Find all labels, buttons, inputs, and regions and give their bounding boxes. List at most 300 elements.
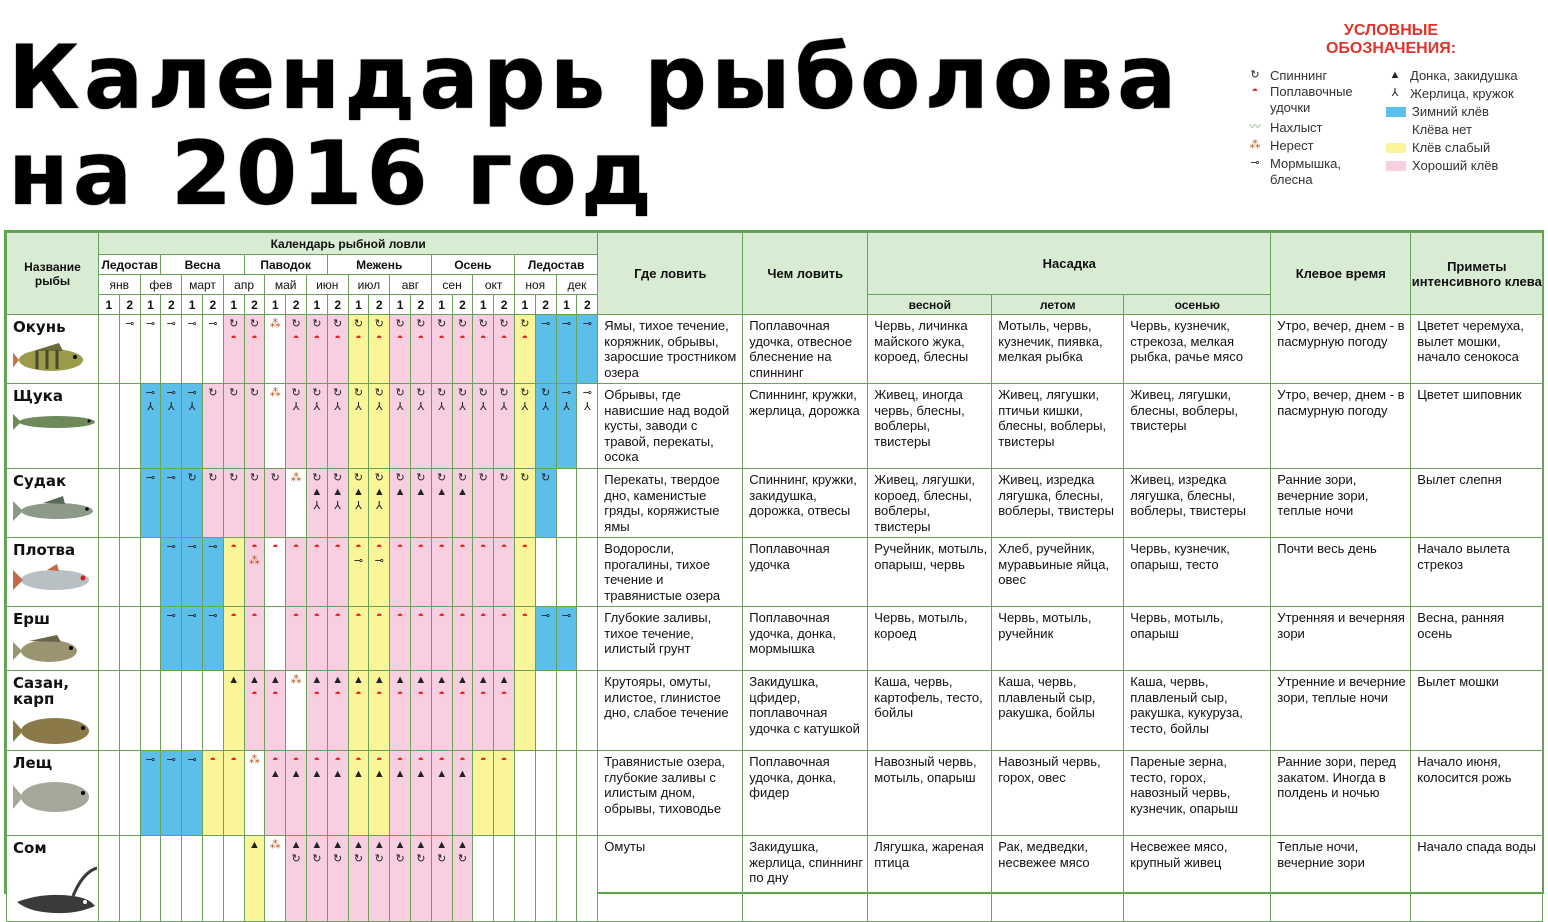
fish-time-cell: Ранние зори, перед закатом. Иногда в полдень и ночью bbox=[1271, 751, 1411, 836]
jig-icon: ⊸ bbox=[561, 610, 572, 622]
float-rod-icon: ◓ bbox=[500, 688, 508, 700]
calendar-cell bbox=[327, 469, 348, 538]
float-rod-icon: ◓ bbox=[1251, 85, 1259, 97]
float-rod-icon: ◓ bbox=[438, 610, 445, 622]
calendar-cell bbox=[473, 751, 494, 836]
fish-name: Плотва bbox=[13, 541, 76, 559]
float-rod-icon: ◓ bbox=[479, 332, 487, 344]
fish-spring-cell: Навозный червь, мотыль, опарыш bbox=[868, 751, 992, 836]
spinning-icon: ↻ bbox=[416, 318, 426, 330]
half-month-header: 1 bbox=[306, 295, 327, 315]
spinning-icon: ↻ bbox=[541, 387, 551, 399]
float-rod-icon: ◓ bbox=[355, 541, 362, 553]
calendar-cell bbox=[244, 751, 265, 836]
spinning-icon: ↻ bbox=[229, 387, 239, 399]
float-rod-icon: ◓ bbox=[251, 610, 258, 622]
calendar-cell bbox=[494, 836, 515, 922]
spinning-icon: ↻ bbox=[208, 387, 218, 399]
float-rod-icon: ◓ bbox=[396, 332, 404, 344]
spinning-icon: ↻ bbox=[374, 387, 384, 399]
spawning-icon: ⁂ bbox=[290, 472, 302, 484]
spinning-icon: ↻ bbox=[416, 853, 426, 865]
float-rod-icon: ◓ bbox=[334, 332, 341, 344]
month-header: янв bbox=[99, 275, 141, 295]
bell-icon: ▲ bbox=[415, 486, 427, 498]
calendar-cell bbox=[514, 315, 535, 384]
calendar-cell bbox=[223, 538, 244, 607]
calendar-cell bbox=[473, 538, 494, 607]
fish-autumn-cell: Червь, кузнечик, стрекоза, мелкая рыбка, рачье мясо bbox=[1124, 315, 1271, 384]
calendar-cell bbox=[390, 836, 411, 922]
calendar-cell bbox=[223, 751, 244, 836]
fish-illustration bbox=[13, 862, 98, 921]
half-month-header: 2 bbox=[244, 295, 265, 315]
calendar-cell bbox=[494, 315, 515, 384]
bell-icon: ▲ bbox=[394, 839, 406, 851]
bait-season-header: летом bbox=[992, 295, 1124, 315]
float-rod-icon: ◓ bbox=[375, 541, 383, 553]
legend-label: Спиннинг bbox=[1270, 68, 1328, 83]
fish-signs-cell: Вылет слепня bbox=[1411, 469, 1543, 538]
spinning-icon: ↻ bbox=[1250, 69, 1260, 81]
month-header: июн bbox=[306, 275, 348, 295]
half-month-header: 2 bbox=[286, 295, 307, 315]
legend-item bbox=[1386, 86, 1536, 102]
spinning-icon: ↻ bbox=[478, 472, 488, 484]
month-header: сен bbox=[431, 275, 473, 295]
float-rod-icon: ◓ bbox=[396, 754, 404, 766]
bell-icon: ▲ bbox=[269, 674, 281, 686]
bell-icon: ▲ bbox=[269, 768, 281, 780]
float-rod-icon: ◓ bbox=[438, 754, 445, 766]
calendar-cell bbox=[514, 671, 535, 751]
float-rod-icon: ◓ bbox=[355, 754, 362, 766]
calendar-cell bbox=[390, 671, 411, 751]
calendar-cell bbox=[286, 538, 307, 607]
calendar-cell bbox=[140, 607, 161, 671]
float-rod-icon: ◓ bbox=[500, 754, 508, 766]
calendar-cell bbox=[99, 836, 120, 922]
bell-icon: ▲ bbox=[457, 839, 468, 851]
spinning-icon: ↻ bbox=[312, 387, 322, 399]
float-rod-icon: ◓ bbox=[313, 610, 321, 622]
float-rod-icon: ◓ bbox=[313, 332, 321, 344]
float-rod-icon: ◓ bbox=[417, 541, 425, 553]
calendar-cell bbox=[577, 671, 598, 751]
float-rod-icon: ◓ bbox=[479, 610, 487, 622]
fish-name-cell bbox=[7, 671, 99, 751]
fish-time-cell: Утро, вечер, днем - в пасмурную погоду bbox=[1271, 384, 1411, 469]
bell-icon: ▲ bbox=[373, 839, 385, 851]
legend-item bbox=[1386, 122, 1536, 138]
bell-icon: ▲ bbox=[311, 674, 323, 686]
calendar-cell bbox=[119, 671, 140, 751]
calendar-cell bbox=[473, 384, 494, 469]
spinning-icon: ↻ bbox=[457, 318, 468, 330]
jig-icon: ⊸ bbox=[541, 318, 551, 330]
calendar-cell bbox=[182, 751, 203, 836]
jig-icon: ⊸ bbox=[145, 472, 156, 484]
calendar-cell bbox=[535, 469, 556, 538]
fish-name: Ерш bbox=[13, 610, 50, 628]
calendar-cell bbox=[577, 469, 598, 538]
float-rod-icon: ◓ bbox=[459, 541, 466, 553]
float-rod-icon: ◓ bbox=[292, 332, 300, 344]
fish-summer-cell: Навозный червь, горох, овес bbox=[992, 751, 1124, 836]
season-header: Межень bbox=[327, 255, 431, 275]
spinning-icon: ↻ bbox=[395, 472, 405, 484]
spinning-icon: ↻ bbox=[208, 472, 218, 484]
calendar-cell bbox=[202, 384, 223, 469]
calendar-cell bbox=[514, 384, 535, 469]
spinning-icon: ↻ bbox=[353, 853, 364, 865]
legend-label: Зимний клёв bbox=[1412, 104, 1489, 119]
fish-row bbox=[7, 751, 1543, 836]
fish-signs-cell: Начало спада воды bbox=[1411, 836, 1543, 922]
legend-label: Клёв слабый bbox=[1412, 140, 1491, 155]
zherlitsa-icon: ⅄ bbox=[292, 401, 300, 413]
bell-icon: ▲ bbox=[457, 674, 468, 686]
calendar-cell bbox=[327, 671, 348, 751]
calendar-cell bbox=[452, 384, 473, 469]
float-rod-icon: ◓ bbox=[355, 332, 362, 344]
fish-what-cell: Спиннинг, кружки, закидушка, дорожка, отвесы bbox=[743, 469, 868, 538]
calendar-cell bbox=[535, 751, 556, 836]
calendar-cell bbox=[348, 671, 369, 751]
calendar-cell bbox=[473, 607, 494, 671]
float-rod-icon: ◓ bbox=[271, 541, 279, 553]
calendar-cell bbox=[161, 469, 182, 538]
spinning-icon: ↻ bbox=[312, 318, 322, 330]
jig-icon: ⊸ bbox=[208, 318, 218, 330]
calendar-cell bbox=[182, 469, 203, 538]
calendar-cell bbox=[286, 315, 307, 384]
calendar-cell bbox=[140, 538, 161, 607]
half-month-header: 1 bbox=[473, 295, 494, 315]
float-rod-icon: ◓ bbox=[355, 610, 362, 622]
jig-icon: ⊸ bbox=[187, 610, 197, 622]
calendar-cell bbox=[182, 315, 203, 384]
spinning-icon: ↻ bbox=[229, 318, 239, 330]
calendar-cell bbox=[99, 469, 120, 538]
fish-where-cell: Омуты bbox=[598, 836, 743, 922]
fish-time-cell: Утренние и вечерние зори, теплые ночи bbox=[1271, 671, 1411, 751]
bell-icon: ▲ bbox=[311, 768, 323, 780]
spinning-icon: ↻ bbox=[291, 387, 301, 399]
calendar-cell bbox=[390, 751, 411, 836]
calendar-cell bbox=[306, 538, 327, 607]
spinning-icon: ↻ bbox=[478, 318, 488, 330]
calendar-cell bbox=[161, 384, 182, 469]
fish-row bbox=[7, 671, 1543, 751]
jig-icon: ⊸ bbox=[582, 387, 592, 399]
fish-illustration bbox=[13, 495, 98, 528]
float-rod-icon: ◓ bbox=[375, 688, 383, 700]
fish-name-cell bbox=[7, 469, 99, 538]
calendar-cell bbox=[99, 607, 120, 671]
calendar-cell bbox=[556, 836, 577, 922]
fish-spring-cell: Ручейник, мотыль, опарыш, червь bbox=[868, 538, 992, 607]
bell-icon: ▲ bbox=[332, 674, 344, 686]
calendar-cell bbox=[306, 315, 327, 384]
calendar-cell bbox=[140, 751, 161, 836]
calendar-cell bbox=[182, 384, 203, 469]
fishing-calendar-table bbox=[4, 230, 1544, 894]
zherlitsa-icon: ⅄ bbox=[334, 401, 342, 413]
fish-row bbox=[7, 469, 1543, 538]
calendar-cell bbox=[140, 315, 161, 384]
float-rod-icon: ◓ bbox=[375, 332, 383, 344]
fish-illustration bbox=[13, 410, 98, 437]
float-rod-icon: ◓ bbox=[334, 610, 341, 622]
calendar-cell bbox=[369, 538, 390, 607]
calendar-cell bbox=[473, 836, 494, 922]
half-month-header: 2 bbox=[577, 295, 598, 315]
half-month-header: 1 bbox=[556, 295, 577, 315]
calendar-cell bbox=[161, 671, 182, 751]
calendar-cell bbox=[431, 671, 452, 751]
calendar-cell bbox=[223, 315, 244, 384]
jig-icon: ⊸ bbox=[374, 555, 384, 567]
header-bait: Насадка bbox=[868, 233, 1271, 295]
jig-icon: ⊸ bbox=[208, 610, 218, 622]
spawning-icon: ⁂ bbox=[1249, 139, 1261, 151]
spinning-icon: ↻ bbox=[437, 472, 447, 484]
calendar-cell bbox=[431, 836, 452, 922]
fish-what-cell: Поплавочная удочка, отвесное блеснение на спиннинг bbox=[743, 315, 868, 384]
jig-icon: ⊸ bbox=[166, 754, 176, 766]
spinning-icon: ↻ bbox=[520, 472, 530, 484]
half-month-header: 1 bbox=[182, 295, 203, 315]
calendar-cell bbox=[99, 751, 120, 836]
legend-title: УСЛОВНЫЕ ОБОЗНАЧЕНИЯ: bbox=[1325, 22, 1457, 57]
month-header: дек bbox=[556, 275, 598, 295]
fish-name-cell bbox=[7, 607, 99, 671]
spinning-icon: ↻ bbox=[374, 853, 384, 865]
half-month-header: 1 bbox=[431, 295, 452, 315]
jig-icon: ⊸ bbox=[208, 541, 218, 553]
spawning-icon: ⁂ bbox=[290, 674, 302, 686]
calendar-cell bbox=[202, 836, 223, 922]
half-month-header: 1 bbox=[390, 295, 411, 315]
zherlitsa-icon: ⅄ bbox=[563, 401, 570, 413]
half-month-header: 1 bbox=[514, 295, 535, 315]
calendar-cell bbox=[348, 607, 369, 671]
spinning-icon: ↻ bbox=[353, 318, 364, 330]
bell-icon: ▲ bbox=[290, 839, 302, 851]
fish-spring-cell: Червь, личинка майского жука, короед, блесны bbox=[868, 315, 992, 384]
spinning-icon: ↻ bbox=[395, 318, 405, 330]
bell-icon: ▲ bbox=[353, 839, 364, 851]
bell-icon: ▲ bbox=[353, 486, 364, 498]
fish-summer-cell: Живец, лягушки, птичьи кишки, блесны, воблеры, твистеры bbox=[992, 384, 1124, 469]
half-month-header: 2 bbox=[327, 295, 348, 315]
jig-icon: ⊸ bbox=[166, 318, 176, 330]
bell-icon: ▲ bbox=[415, 839, 427, 851]
calendar-cell bbox=[369, 315, 390, 384]
half-month-header: 1 bbox=[99, 295, 120, 315]
spinning-icon: ↻ bbox=[416, 387, 426, 399]
calendar-cell bbox=[119, 384, 140, 469]
spinning-icon: ↻ bbox=[437, 318, 447, 330]
calendar-cell bbox=[390, 384, 411, 469]
calendar-cell bbox=[473, 315, 494, 384]
float-rod-icon: ◓ bbox=[459, 688, 466, 700]
float-rod-icon: ◓ bbox=[230, 610, 237, 622]
calendar-cell bbox=[369, 671, 390, 751]
calendar-cell bbox=[327, 751, 348, 836]
float-rod-icon: ◓ bbox=[500, 610, 508, 622]
fish-name: Окунь bbox=[13, 318, 66, 336]
fish-time-cell: Утренняя и вечерняя зори bbox=[1271, 607, 1411, 671]
calendar-cell bbox=[265, 384, 286, 469]
fish-name-cell bbox=[7, 836, 99, 922]
calendar-cell bbox=[265, 671, 286, 751]
calendar-cell bbox=[223, 469, 244, 538]
jig-icon: ⊸ bbox=[166, 541, 176, 553]
fish-spring-cell: Лягушка, жареная птица bbox=[868, 836, 992, 922]
spinning-icon: ↻ bbox=[457, 472, 468, 484]
fish-illustration bbox=[13, 777, 98, 820]
calendar-cell bbox=[348, 384, 369, 469]
calendar-cell bbox=[452, 538, 473, 607]
calendar-cell bbox=[223, 836, 244, 922]
spawning-icon: ⁂ bbox=[269, 387, 281, 399]
fish-name: Лещ bbox=[13, 754, 53, 772]
fly-fishing-icon: 〰 bbox=[1249, 121, 1261, 133]
fish-time-cell: Почти весь день bbox=[1271, 538, 1411, 607]
float-rod-icon: ◓ bbox=[500, 541, 508, 553]
spinning-icon: ↻ bbox=[333, 472, 343, 484]
calendar-cell bbox=[202, 538, 223, 607]
spinning-icon: ↻ bbox=[374, 472, 384, 484]
spinning-icon: ↻ bbox=[520, 318, 530, 330]
calendar-cell bbox=[244, 836, 265, 922]
calendar-cell bbox=[494, 469, 515, 538]
half-month-header: 2 bbox=[410, 295, 431, 315]
calendar-cell bbox=[390, 538, 411, 607]
float-rod-icon: ◓ bbox=[479, 688, 487, 700]
calendar-cell bbox=[244, 315, 265, 384]
fish-spring-cell: Живец, иногда червь, блесны, воблеры, твистеры bbox=[868, 384, 992, 469]
calendar-cell bbox=[431, 538, 452, 607]
calendar-cell bbox=[410, 751, 431, 836]
calendar-cell bbox=[535, 538, 556, 607]
calendar-cell bbox=[535, 836, 556, 922]
calendar-cell bbox=[327, 538, 348, 607]
float-rod-icon: ◓ bbox=[459, 754, 466, 766]
calendar-cell bbox=[119, 836, 140, 922]
calendar-cell bbox=[556, 469, 577, 538]
jig-icon: ⊸ bbox=[561, 387, 572, 399]
calendar-cell bbox=[556, 751, 577, 836]
calendar-cell bbox=[452, 836, 473, 922]
calendar-cell bbox=[286, 469, 307, 538]
float-rod-icon: ◓ bbox=[521, 610, 529, 622]
half-month-header: 1 bbox=[348, 295, 369, 315]
calendar-cell bbox=[265, 751, 286, 836]
calendar-cell bbox=[369, 384, 390, 469]
jig-icon: ⊸ bbox=[145, 387, 156, 399]
fish-where-cell: Обрывы, где нависшие над водой кусты, заводи с травой, перекаты, осока bbox=[598, 384, 743, 469]
bell-icon: ▲ bbox=[415, 674, 427, 686]
bell-icon: ▲ bbox=[1389, 69, 1401, 81]
float-rod-icon: ◓ bbox=[251, 541, 258, 553]
calendar-cell bbox=[556, 607, 577, 671]
float-rod-icon: ◓ bbox=[500, 332, 508, 344]
header-fish-name: Название рыбы bbox=[7, 233, 99, 315]
fish-time-cell: Теплые ночи, вечерние зори bbox=[1271, 836, 1411, 922]
spinning-icon: ↻ bbox=[312, 472, 322, 484]
half-month-header: 2 bbox=[161, 295, 182, 315]
float-rod-icon: ◓ bbox=[313, 754, 321, 766]
fish-signs-cell: Цветет шиповник bbox=[1411, 384, 1543, 469]
calendar-cell bbox=[306, 607, 327, 671]
float-rod-icon: ◓ bbox=[417, 688, 425, 700]
calendar-cell bbox=[410, 671, 431, 751]
header-where: Где ловить bbox=[598, 233, 743, 315]
legend-label: Хороший клёв bbox=[1412, 158, 1499, 173]
calendar-cell bbox=[327, 836, 348, 922]
calendar-cell bbox=[119, 538, 140, 607]
calendar-cell bbox=[327, 384, 348, 469]
fish-autumn-cell: Живец, изредка лягушка, блесны, воблеры, твистеры bbox=[1124, 469, 1271, 538]
float-rod-icon: ◓ bbox=[417, 610, 425, 622]
fish-row bbox=[7, 836, 1543, 922]
fish-autumn-cell: Несвежее мясо, крупный живец bbox=[1124, 836, 1271, 922]
calendar-cell bbox=[244, 671, 265, 751]
spinning-icon: ↻ bbox=[291, 853, 301, 865]
jig-icon: ⊸ bbox=[353, 555, 364, 567]
float-rod-icon: ◓ bbox=[479, 541, 487, 553]
calendar-cell bbox=[265, 469, 286, 538]
fish-autumn-cell: Каша, червь, плавленый сыр, ракушка, кукуруза, тесто, бойлы bbox=[1124, 671, 1271, 751]
calendar-cell bbox=[577, 538, 598, 607]
bell-icon: ▲ bbox=[394, 486, 406, 498]
header-what: Чем ловить bbox=[743, 233, 868, 315]
month-header: июл bbox=[348, 275, 390, 295]
bell-icon: ▲ bbox=[353, 768, 364, 780]
calendar-cell bbox=[577, 836, 598, 922]
spinning-icon: ↻ bbox=[520, 387, 530, 399]
float-rod-icon: ◓ bbox=[313, 688, 321, 700]
calendar-cell bbox=[140, 836, 161, 922]
spinning-icon: ↻ bbox=[353, 387, 364, 399]
fish-row bbox=[7, 384, 1543, 469]
calendar-cell bbox=[161, 538, 182, 607]
calendar-cell bbox=[369, 836, 390, 922]
fish-row bbox=[7, 315, 1543, 384]
calendar-cell bbox=[556, 315, 577, 384]
legend-item bbox=[1246, 68, 1366, 84]
spinning-icon: ↻ bbox=[541, 472, 551, 484]
bell-icon: ▲ bbox=[332, 768, 344, 780]
spinning-icon: ↻ bbox=[499, 472, 509, 484]
calendar-cell bbox=[223, 384, 244, 469]
calendar-cell bbox=[556, 671, 577, 751]
bell-icon: ▲ bbox=[436, 768, 448, 780]
calendar-cell bbox=[202, 607, 223, 671]
legend-label: Клёва нет bbox=[1412, 122, 1472, 137]
bell-icon: ▲ bbox=[498, 674, 510, 686]
fish-where-cell: Водоросли, прогалины, тихое течение и травянистые озера bbox=[598, 538, 743, 607]
fish-summer-cell: Червь, мотыль, ручейник bbox=[992, 607, 1124, 671]
calendar-cell bbox=[431, 607, 452, 671]
zherlitsa-icon: ⅄ bbox=[147, 401, 154, 413]
calendar-cell bbox=[161, 607, 182, 671]
calendar-cell bbox=[390, 607, 411, 671]
calendar-cell bbox=[494, 671, 515, 751]
